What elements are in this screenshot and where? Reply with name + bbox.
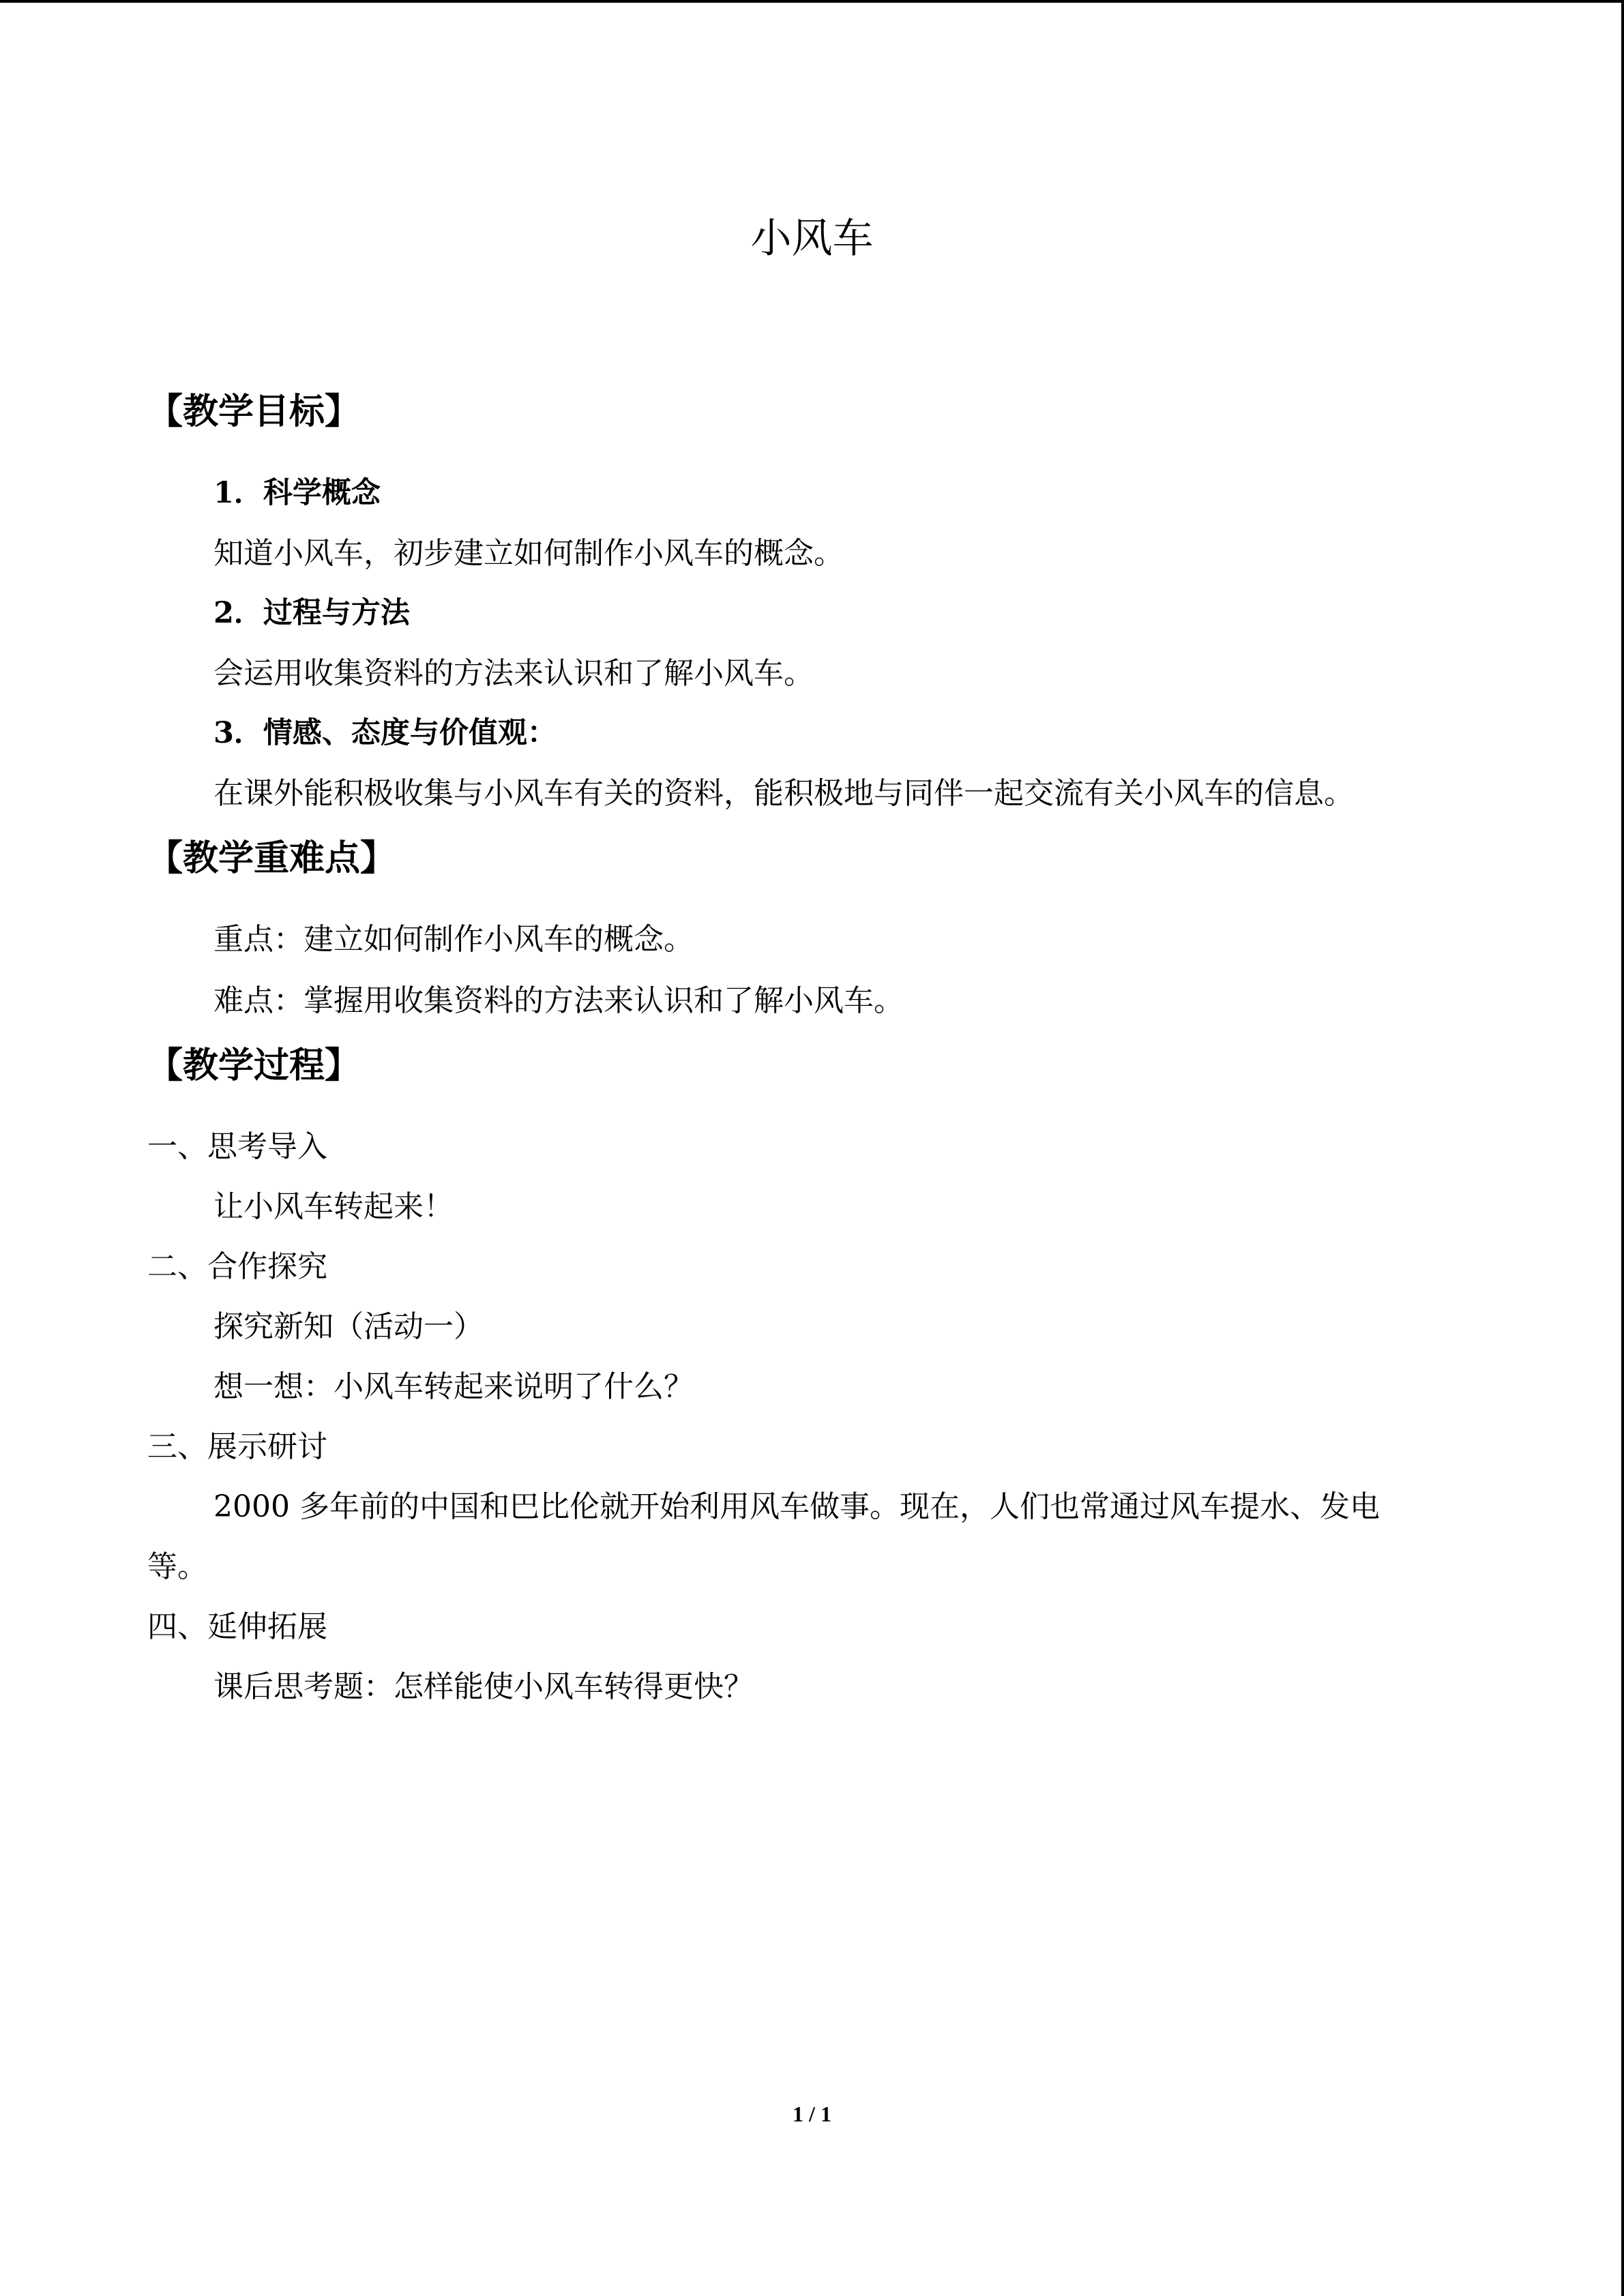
process-step-4-label: 四、延伸拓展 xyxy=(147,1609,327,1644)
process-step-2-line-1: 探究新知（活动一） xyxy=(213,1309,484,1344)
key-point-line: 重点：建立如何制作小风车的概念。 xyxy=(213,922,694,957)
section-heading-process: 【教学过程】 xyxy=(147,1045,361,1086)
process-step-4-line: 课后思考题：怎样能使小风车转得更快？ xyxy=(213,1669,754,1704)
page-indicator: 1 / 1 xyxy=(793,2102,831,2126)
process-step-2-label: 二、合作探究 xyxy=(147,1249,327,1284)
section-heading-objectives: 【教学目标】 xyxy=(147,391,361,432)
objective-text-1: 知道小风车，初步建立如何制作小风车的概念。 xyxy=(213,536,844,571)
difficult-point-line: 难点：掌握用收集资料的方法来认识和了解小风车。 xyxy=(213,983,904,1018)
process-step-3-label: 三、展示研讨 xyxy=(147,1429,327,1464)
objective-label-3: 3．情感、态度与价值观： xyxy=(213,716,557,750)
objective-text-3: 在课外能积极收集与小风车有关的资料，能积极地与同伴一起交流有关小风车的信息。 xyxy=(213,776,1354,811)
process-step-3-continuation: 等。 xyxy=(147,1549,207,1584)
objective-text-2: 会运用收集资料的方法来认识和了解小风车。 xyxy=(213,656,814,691)
document-title: 小风车 xyxy=(750,215,874,263)
process-step-1-line: 让小风车转起来！ xyxy=(213,1189,454,1224)
page-border-right xyxy=(1621,0,1624,2296)
objective-label-1: 1．科学概念 xyxy=(213,476,381,510)
section-heading-key-points: 【教学重难点】 xyxy=(147,837,396,879)
process-step-3-line: 2000 多年前的中国和巴比伦就开始利用风车做事。现在，人们也常通过风车提水、发电 xyxy=(213,1489,1380,1524)
page-border-top xyxy=(0,0,1624,3)
process-step-2-line-2: 想一想：小风车转起来说明了什么？ xyxy=(213,1369,694,1404)
process-step-1-label: 一、思考导入 xyxy=(147,1129,327,1164)
objective-label-2: 2．过程与方法 xyxy=(213,596,410,630)
